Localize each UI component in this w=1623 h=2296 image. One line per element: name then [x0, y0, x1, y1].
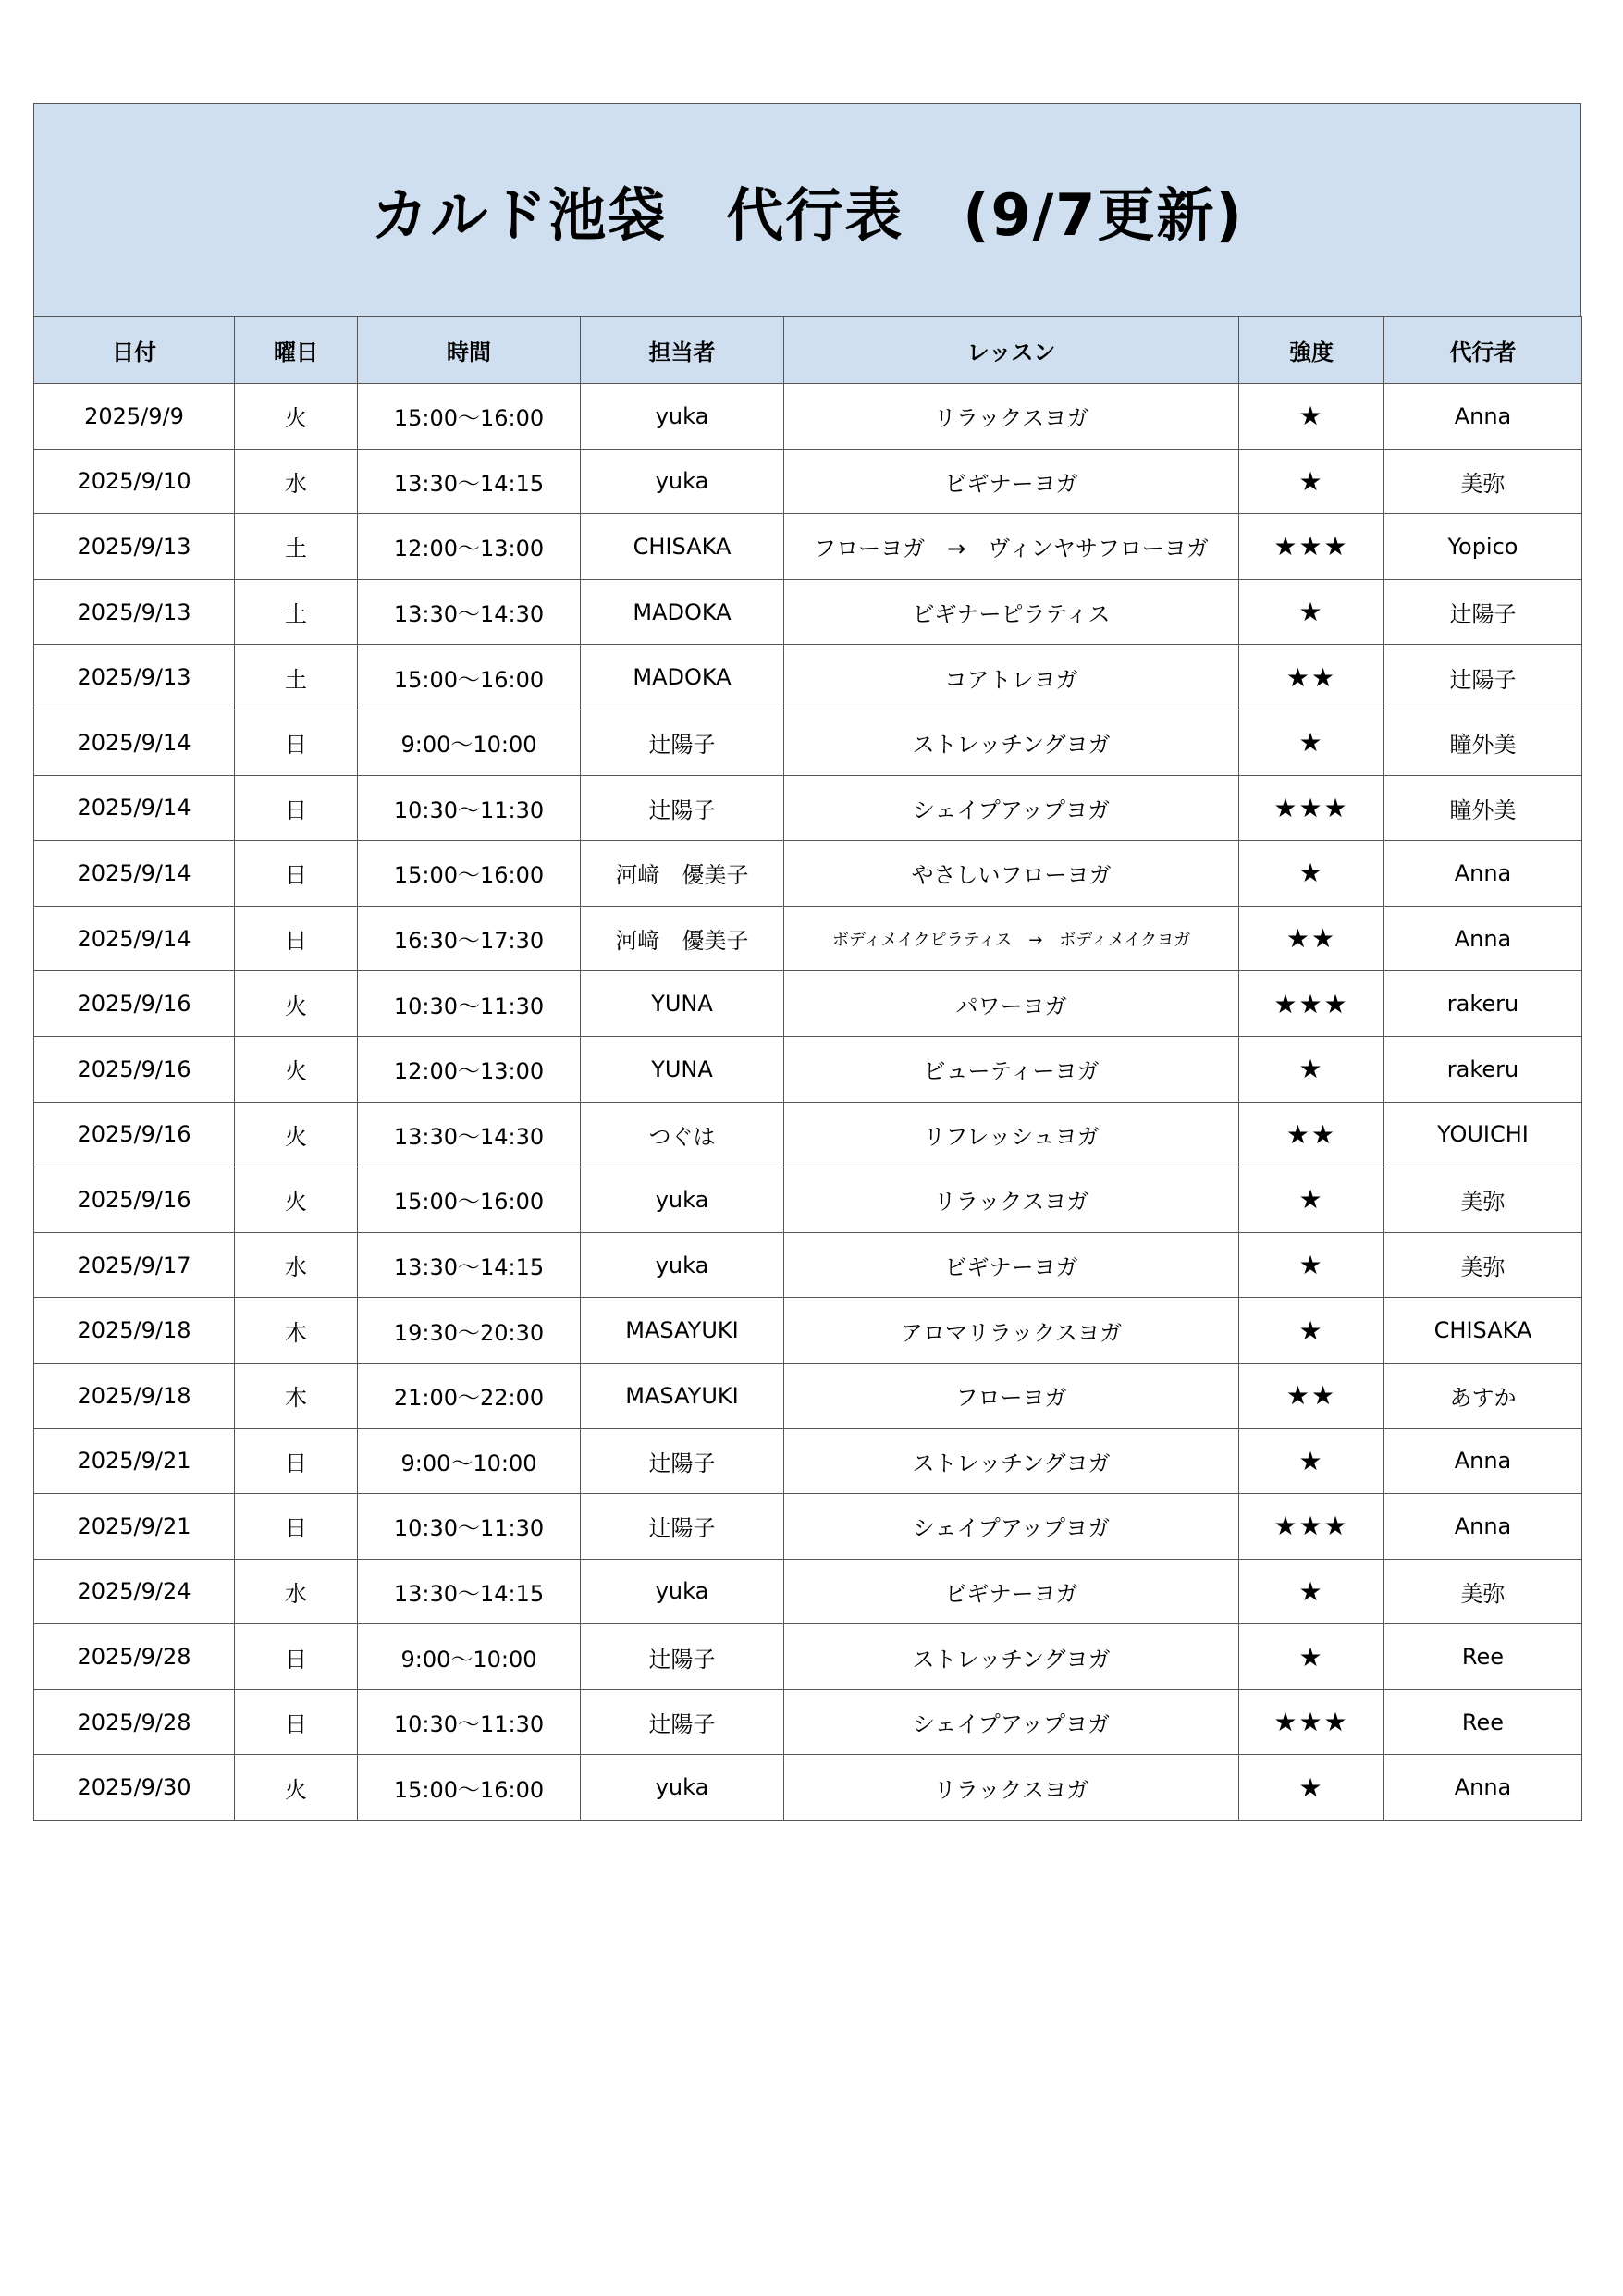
lesson-cell: リラックスヨガ [784, 1755, 1239, 1821]
date-cell: 2025/9/18 [34, 1363, 235, 1428]
time-cell: 15:00〜16:00 [358, 841, 581, 907]
table-row [34, 1167, 1582, 1233]
table-row [34, 1232, 1582, 1298]
weekday-cell: 木 [235, 1298, 358, 1364]
intensity-cell: ★★ [1239, 1363, 1384, 1428]
time-cell: 21:00〜22:00 [358, 1363, 581, 1428]
date-cell: 2025/9/18 [34, 1298, 235, 1364]
table-row [34, 1428, 1582, 1494]
weekday-cell: 火 [235, 1755, 358, 1821]
table-row [34, 1559, 1582, 1624]
weekday-cell: 水 [235, 1232, 358, 1298]
substitute-cell: Anna [1384, 384, 1582, 450]
date-cell: 2025/9/13 [34, 514, 235, 580]
lesson-cell: リラックスヨガ [784, 1167, 1239, 1233]
time-cell: 13:30〜14:30 [358, 1102, 581, 1167]
date-cell: 2025/9/24 [34, 1559, 235, 1624]
lesson-cell: パワーヨガ [784, 971, 1239, 1037]
lesson-cell: ビギナーピラティス [784, 579, 1239, 645]
intensity-cell: ★★★ [1239, 1689, 1384, 1755]
date-cell: 2025/9/17 [34, 1232, 235, 1298]
time-cell: 16:30〜17:30 [358, 906, 581, 971]
table-row [34, 1102, 1582, 1167]
weekday-cell: 日 [235, 906, 358, 971]
time-cell: 13:30〜14:15 [358, 449, 581, 514]
date-cell: 2025/9/21 [34, 1494, 235, 1560]
intensity-cell: ★ [1239, 710, 1384, 775]
date-cell: 2025/9/14 [34, 841, 235, 907]
instructor-cell: yuka [581, 384, 784, 450]
substitute-cell: Ree [1384, 1624, 1582, 1690]
substitute-cell: Ree [1384, 1689, 1582, 1755]
time-cell: 10:30〜11:30 [358, 971, 581, 1037]
weekday-cell: 日 [235, 1624, 358, 1690]
intensity-cell: ★★★ [1239, 514, 1384, 580]
substitute-cell: Anna [1384, 906, 1582, 971]
table-row [34, 449, 1582, 514]
instructor-cell: MASAYUKI [581, 1298, 784, 1364]
title-banner [33, 103, 1581, 316]
intensity-cell: ★★★ [1239, 1494, 1384, 1560]
substitute-cell: Anna [1384, 1494, 1582, 1560]
intensity-cell: ★ [1239, 384, 1384, 450]
header-date: 日付 [34, 317, 235, 384]
time-cell: 15:00〜16:00 [358, 1167, 581, 1233]
time-cell: 15:00〜16:00 [358, 1755, 581, 1821]
table-row [34, 710, 1582, 775]
header-lesson: レッスン [784, 317, 1239, 384]
intensity-cell: ★ [1239, 1167, 1384, 1233]
time-cell: 13:30〜14:15 [358, 1232, 581, 1298]
lesson-cell: ボディメイクピラティス → ボディメイクヨガ [784, 906, 1239, 971]
time-cell: 10:30〜11:30 [358, 1494, 581, 1560]
intensity-cell: ★ [1239, 579, 1384, 645]
substitute-cell: 美弥 [1384, 449, 1582, 514]
substitute-cell: あすか [1384, 1363, 1582, 1428]
table-row [34, 1755, 1582, 1821]
substitute-cell: 瞳外美 [1384, 775, 1582, 841]
instructor-cell: 辻陽子 [581, 1689, 784, 1755]
date-cell: 2025/9/21 [34, 1428, 235, 1494]
instructor-cell: CHISAKA [581, 514, 784, 580]
intensity-cell: ★★★ [1239, 775, 1384, 841]
time-cell: 10:30〜11:30 [358, 775, 581, 841]
weekday-cell: 土 [235, 645, 358, 710]
time-cell: 10:30〜11:30 [358, 1689, 581, 1755]
weekday-cell: 日 [235, 710, 358, 775]
weekday-cell: 火 [235, 1036, 358, 1102]
time-cell: 13:30〜14:30 [358, 579, 581, 645]
substitute-schedule-table [33, 316, 1582, 1821]
lesson-cell: アロマリラックスヨガ [784, 1298, 1239, 1364]
weekday-cell: 木 [235, 1363, 358, 1428]
weekday-cell: 水 [235, 449, 358, 514]
instructor-cell: yuka [581, 1559, 784, 1624]
lesson-cell: ストレッチングヨガ [784, 1624, 1239, 1690]
intensity-cell: ★★★ [1239, 971, 1384, 1037]
date-cell: 2025/9/16 [34, 1036, 235, 1102]
time-cell: 9:00〜10:00 [358, 1428, 581, 1494]
intensity-cell: ★ [1239, 1624, 1384, 1690]
lesson-cell: ビューティーヨガ [784, 1036, 1239, 1102]
time-cell: 9:00〜10:00 [358, 710, 581, 775]
instructor-cell: 辻陽子 [581, 1624, 784, 1690]
table-row [34, 1494, 1582, 1560]
substitute-cell: Yopico [1384, 514, 1582, 580]
intensity-cell: ★★ [1239, 1102, 1384, 1167]
weekday-cell: 火 [235, 971, 358, 1037]
instructor-cell: MADOKA [581, 645, 784, 710]
table-row [34, 1036, 1582, 1102]
date-cell: 2025/9/13 [34, 645, 235, 710]
lesson-cell: コアトレヨガ [784, 645, 1239, 710]
substitute-cell: 辻陽子 [1384, 645, 1582, 710]
intensity-cell: ★ [1239, 1232, 1384, 1298]
table-row [34, 384, 1582, 450]
time-cell: 13:30〜14:15 [358, 1559, 581, 1624]
substitute-cell: CHISAKA [1384, 1298, 1582, 1364]
weekday-cell: 日 [235, 1494, 358, 1560]
weekday-cell: 火 [235, 384, 358, 450]
schedule-sheet [33, 103, 1581, 1821]
time-cell: 15:00〜16:00 [358, 384, 581, 450]
lesson-cell: ストレッチングヨガ [784, 1428, 1239, 1494]
instructor-cell: 河﨑 優美子 [581, 906, 784, 971]
lesson-cell: シェイプアップヨガ [784, 1494, 1239, 1560]
substitute-cell: 辻陽子 [1384, 579, 1582, 645]
weekday-cell: 火 [235, 1167, 358, 1233]
instructor-cell: yuka [581, 1167, 784, 1233]
intensity-cell: ★ [1239, 449, 1384, 514]
substitute-cell: 美弥 [1384, 1167, 1582, 1233]
intensity-cell: ★ [1239, 1755, 1384, 1821]
weekday-cell: 水 [235, 1559, 358, 1624]
intensity-cell: ★ [1239, 841, 1384, 907]
time-cell: 9:00〜10:00 [358, 1624, 581, 1690]
substitute-cell: 美弥 [1384, 1559, 1582, 1624]
lesson-cell: リラックスヨガ [784, 384, 1239, 450]
intensity-cell: ★★ [1239, 906, 1384, 971]
intensity-cell: ★ [1239, 1559, 1384, 1624]
instructor-cell: 辻陽子 [581, 710, 784, 775]
header-weekday: 曜日 [235, 317, 358, 384]
instructor-cell: MASAYUKI [581, 1363, 784, 1428]
substitute-cell: Anna [1384, 841, 1582, 907]
date-cell: 2025/9/14 [34, 906, 235, 971]
substitute-cell: rakeru [1384, 971, 1582, 1037]
substitute-cell: 美弥 [1384, 1232, 1582, 1298]
table-row [34, 775, 1582, 841]
date-cell: 2025/9/14 [34, 775, 235, 841]
table-row [34, 971, 1582, 1037]
intensity-cell: ★ [1239, 1428, 1384, 1494]
instructor-cell: YUNA [581, 971, 784, 1037]
date-cell: 2025/9/16 [34, 1102, 235, 1167]
table-row [34, 1624, 1582, 1690]
weekday-cell: 日 [235, 775, 358, 841]
date-cell: 2025/9/16 [34, 971, 235, 1037]
substitute-cell: Anna [1384, 1755, 1582, 1821]
date-cell: 2025/9/28 [34, 1624, 235, 1690]
weekday-cell: 土 [235, 579, 358, 645]
header-substitute: 代行者 [1384, 317, 1582, 384]
instructor-cell: 河﨑 優美子 [581, 841, 784, 907]
instructor-cell: YUNA [581, 1036, 784, 1102]
intensity-cell: ★★ [1239, 645, 1384, 710]
intensity-cell: ★ [1239, 1298, 1384, 1364]
weekday-cell: 土 [235, 514, 358, 580]
instructor-cell: 辻陽子 [581, 1494, 784, 1560]
date-cell: 2025/9/28 [34, 1689, 235, 1755]
lesson-cell: ビギナーヨガ [784, 1559, 1239, 1624]
header-row [34, 317, 1582, 384]
date-cell: 2025/9/16 [34, 1167, 235, 1233]
substitute-cell: 瞳外美 [1384, 710, 1582, 775]
lesson-cell: ビギナーヨガ [784, 449, 1239, 514]
lesson-cell: フローヨガ [784, 1363, 1239, 1428]
lesson-cell: シェイプアップヨガ [784, 775, 1239, 841]
table-row [34, 645, 1582, 710]
header-intensity: 強度 [1239, 317, 1384, 384]
lesson-cell: ビギナーヨガ [784, 1232, 1239, 1298]
substitute-cell: YOUICHI [1384, 1102, 1582, 1167]
date-cell: 2025/9/14 [34, 710, 235, 775]
weekday-cell: 日 [235, 841, 358, 907]
table-row [34, 841, 1582, 907]
table-row [34, 906, 1582, 971]
intensity-cell: ★ [1239, 1036, 1384, 1102]
lesson-cell: やさしいフローヨガ [784, 841, 1239, 907]
instructor-cell: MADOKA [581, 579, 784, 645]
instructor-cell: 辻陽子 [581, 1428, 784, 1494]
instructor-cell: つぐは [581, 1102, 784, 1167]
lesson-cell: フローヨガ → ヴィンヤサフローヨガ [784, 514, 1239, 580]
weekday-cell: 日 [235, 1428, 358, 1494]
table-row [34, 1689, 1582, 1755]
lesson-cell: リフレッシュヨガ [784, 1102, 1239, 1167]
date-cell: 2025/9/9 [34, 384, 235, 450]
table-row [34, 579, 1582, 645]
table-row [34, 1298, 1582, 1364]
date-cell: 2025/9/10 [34, 449, 235, 514]
time-cell: 15:00〜16:00 [358, 645, 581, 710]
weekday-cell: 日 [235, 1689, 358, 1755]
lesson-cell: ストレッチングヨガ [784, 710, 1239, 775]
instructor-cell: yuka [581, 449, 784, 514]
lesson-cell: シェイプアップヨガ [784, 1689, 1239, 1755]
date-cell: 2025/9/30 [34, 1755, 235, 1821]
table-row [34, 514, 1582, 580]
substitute-cell: Anna [1384, 1428, 1582, 1494]
header-time: 時間 [358, 317, 581, 384]
table-row [34, 1363, 1582, 1428]
header-instructor: 担当者 [581, 317, 784, 384]
weekday-cell: 火 [235, 1102, 358, 1167]
time-cell: 12:00〜13:00 [358, 514, 581, 580]
date-cell: 2025/9/13 [34, 579, 235, 645]
instructor-cell: 辻陽子 [581, 775, 784, 841]
time-cell: 12:00〜13:00 [358, 1036, 581, 1102]
instructor-cell: yuka [581, 1755, 784, 1821]
page-title: カルド池袋 代行表 (9/7更新) [371, 180, 1244, 249]
substitute-cell: rakeru [1384, 1036, 1582, 1102]
time-cell: 19:30〜20:30 [358, 1298, 581, 1364]
instructor-cell: yuka [581, 1232, 784, 1298]
